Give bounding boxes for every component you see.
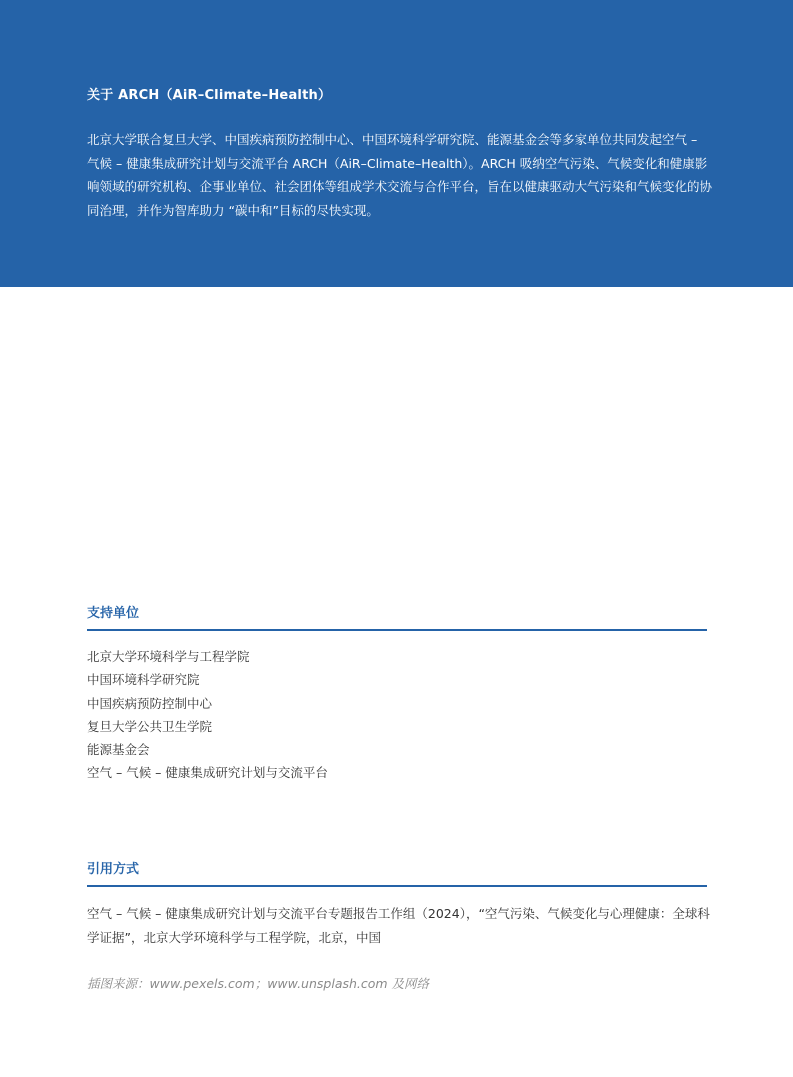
citation-divider [87,885,707,887]
about-body: 北京大学联合复旦大学、中国疾病预防控制中心、中国环境科学研究院、能源基金会等多家单位共同发起空气 – 气候 – 健康集成研究计划与交流平台 ARCH（AiR–Climate–Health）。ARCH 吸纳空气污染、气候变化和健康影响领域的研究机构、企事业单位、社会团体等组成学术交流与合作平台，旨在以健康驱动大气污染和气候变化的协同治理，并作为智库助力 “碳中和”目标的尽快实现。 [87,132,713,218]
list-item: 能源基金会 [87,742,150,758]
list-item: 复旦大学公共卫生学院 [87,718,213,734]
about-banner [0,0,793,287]
support-section-title: 支持单位 [87,606,140,621]
list-item: 中国环境科学研究院 [87,672,200,688]
support-list [87,645,707,785]
about-title: 关于 ARCH（AiR–Climate–Health） [87,88,332,103]
support-divider [87,629,707,631]
list-item: 北京大学环境科学与工程学院 [87,649,250,664]
list-item: 空气 – 气候 – 健康集成研究计划与交流平台 [87,765,328,781]
citation-text: 空气 – 气候 – 健康集成研究计划与交流平台专题报告工作组（2024），“空气污染、气候变化与心理健康：全球科学证据”，北京大学环境科学与工程学院，北京，中国 [87,906,710,945]
citation-section-title: 引用方式 [87,862,140,877]
image-source-note: 插图来源：www.pexels.com；www.unsplash.com 及网络 [87,976,430,991]
list-item: 中国疾病预防控制中心 [87,695,213,711]
